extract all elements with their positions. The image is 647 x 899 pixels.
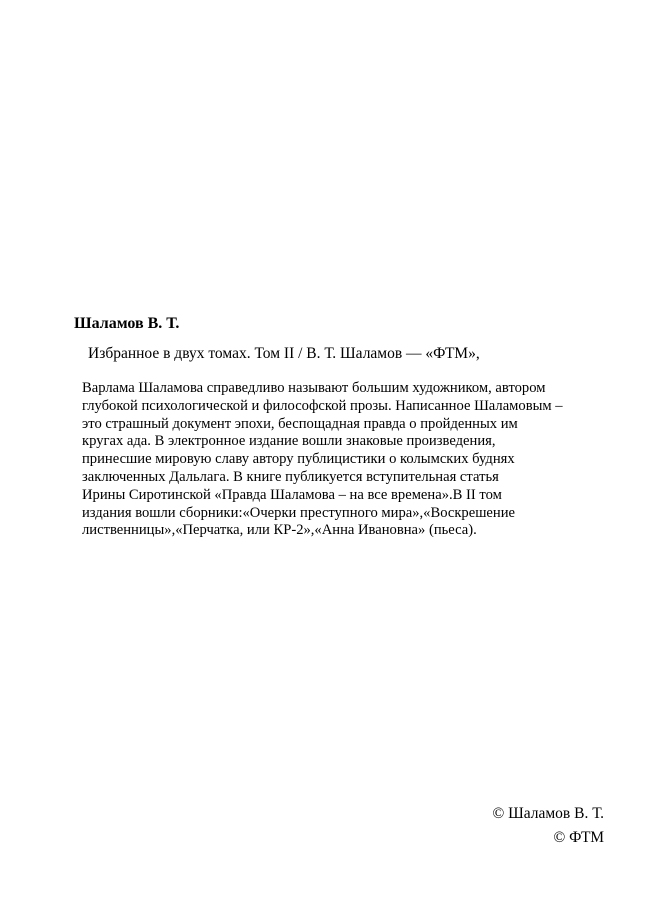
copyright-block bbox=[492, 802, 604, 850]
bibliographic-description: Избранное в двух томах. Том II / В. Т. Шаламов — «ФТМ», bbox=[88, 345, 480, 362]
annotation-line: это страшный документ эпохи, беспощадная правда о пройденных им bbox=[82, 415, 518, 432]
annotation-line: лиственницы»,«Перчатка, или КР-2»,«Анна Ивановна» (пьеса). bbox=[82, 522, 477, 539]
annotation-line: Ирины Сиротинской «Правда Шаламова – на все времена».В II том bbox=[82, 486, 502, 503]
annotation-line: Варлама Шаламова справедливо называют большим художником, автором bbox=[82, 380, 546, 396]
annotation-line: заключенных Дальлага. В книге публикуется вступительная статья bbox=[82, 468, 499, 485]
copyright-publisher: © ФТМ bbox=[553, 829, 604, 846]
annotation-line: принесшие мировую славу автору публицистики о колымских буднях bbox=[82, 451, 515, 468]
annotation-line: издания вошли сборники:«Очерки преступного мира»,«Воскрешение bbox=[82, 504, 516, 521]
book-annotation bbox=[82, 380, 602, 540]
annotation-line: глубокой психологической и философской прозы. Написанное Шаламовым – bbox=[82, 397, 563, 414]
annotation-line: кругах ада. В электронное издание вошли знаковые произведения, bbox=[82, 433, 496, 450]
copyright-author: © Шаламов В. Т. bbox=[492, 805, 604, 822]
author-name: Шаламов В. Т. bbox=[74, 315, 180, 332]
